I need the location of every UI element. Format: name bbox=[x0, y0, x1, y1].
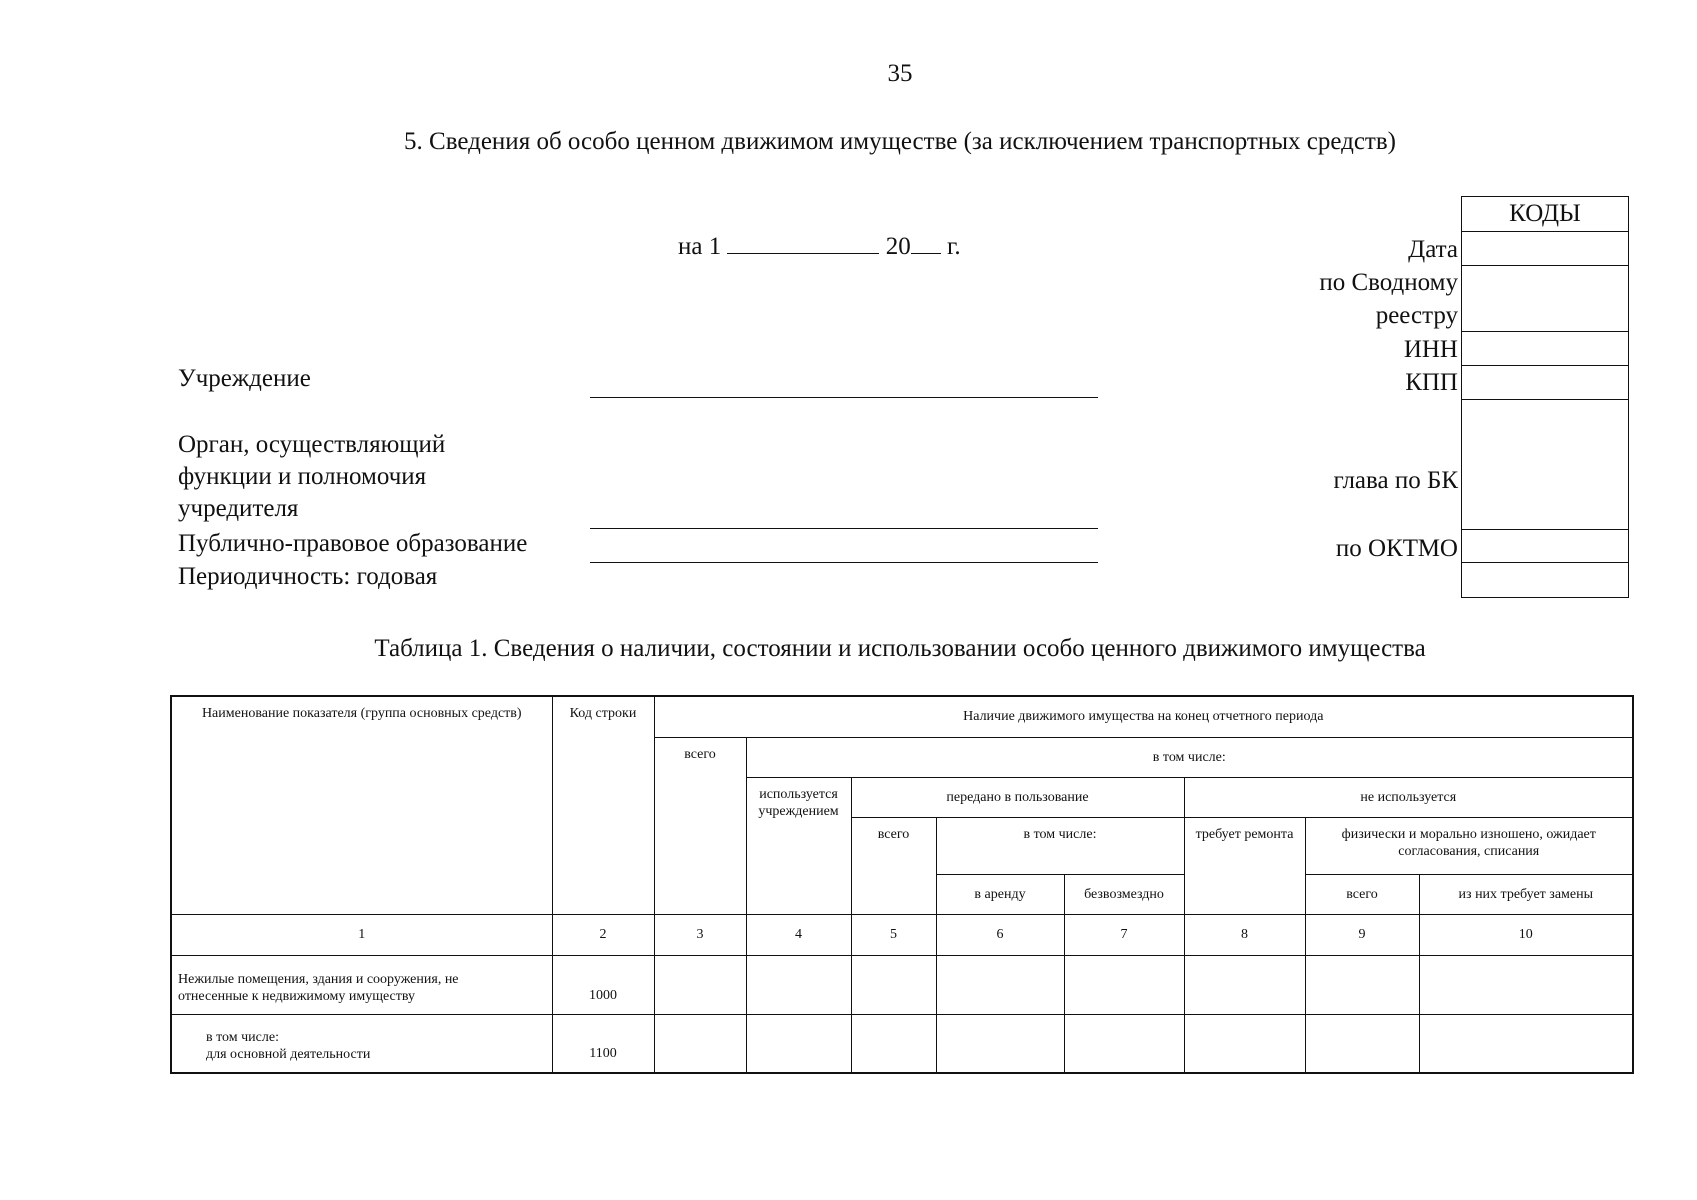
page-number: 35 bbox=[887, 60, 913, 87]
column-number: 9 bbox=[1305, 914, 1419, 955]
institution-field[interactable] bbox=[590, 397, 1098, 398]
value-cell[interactable] bbox=[1064, 955, 1184, 1014]
label-founder-1: Орган, осуществляющий bbox=[178, 431, 446, 458]
period-year-blank[interactable] bbox=[911, 231, 941, 254]
label-glava: глава по БК bbox=[1333, 467, 1458, 494]
property-table bbox=[170, 695, 1634, 1074]
value-cell[interactable] bbox=[654, 955, 746, 1014]
label-kpp: КПП bbox=[1405, 369, 1458, 396]
row-name-line-1: в том числе: bbox=[206, 1030, 279, 1046]
value-cell[interactable] bbox=[1419, 955, 1633, 1014]
codes-box bbox=[1461, 196, 1629, 598]
period-date-blank[interactable] bbox=[727, 231, 879, 254]
period-year-suffix: г. bbox=[946, 233, 961, 260]
value-cell[interactable] bbox=[746, 1014, 851, 1073]
row-code: 1100 bbox=[552, 1014, 654, 1073]
column-number: 10 bbox=[1419, 914, 1633, 955]
label-founder-3: учредителя bbox=[178, 495, 299, 522]
code-oktmo-cell[interactable] bbox=[1462, 530, 1628, 563]
value-cell[interactable] bbox=[1305, 955, 1419, 1014]
header-row-code: Код строки bbox=[552, 696, 654, 914]
codes-header: КОДЫ bbox=[1462, 197, 1628, 232]
label-inn: ИНН bbox=[1403, 336, 1458, 363]
code-extra-cell[interactable] bbox=[1462, 563, 1628, 597]
value-cell[interactable] bbox=[1305, 1014, 1419, 1073]
value-cell[interactable] bbox=[936, 1014, 1064, 1073]
value-cell[interactable] bbox=[1064, 1014, 1184, 1073]
value-cell[interactable] bbox=[851, 955, 936, 1014]
header-free: безвозмездно bbox=[1064, 874, 1184, 914]
header-including: в том числе: bbox=[746, 737, 1633, 777]
label-registry-2: реестру bbox=[1375, 302, 1458, 329]
report-period bbox=[678, 231, 961, 261]
table-title: Таблица 1. Сведения о наличии, состоянии и использовании особо ценного движимого имущества bbox=[374, 635, 1426, 662]
column-number: 1 bbox=[171, 914, 552, 955]
code-registry-cell[interactable] bbox=[1462, 266, 1628, 332]
column-number: 4 bbox=[746, 914, 851, 955]
code-date-cell[interactable] bbox=[1462, 232, 1628, 266]
label-institution: Учреждение bbox=[178, 365, 311, 392]
header-transferred-including: в том числе: bbox=[936, 817, 1184, 874]
table-row bbox=[171, 955, 1633, 1014]
label-registry-1: по Сводному bbox=[1319, 269, 1458, 296]
row-name-line-1: Нежилые помещения, здания и сооружения, не bbox=[178, 971, 459, 987]
value-cell[interactable] bbox=[1184, 955, 1305, 1014]
header-transferred-total: всего bbox=[851, 817, 936, 914]
row-code: 1000 bbox=[552, 955, 654, 1014]
value-cell[interactable] bbox=[654, 1014, 746, 1073]
header-availability: Наличие движимого имущества на конец отчетного периода bbox=[654, 696, 1633, 737]
header-transferred: передано в пользование bbox=[851, 777, 1184, 817]
header-indicator-name: Наименование показателя (группа основных средств) bbox=[171, 696, 552, 914]
header-used-by-institution: используется учреждением bbox=[746, 777, 851, 914]
value-cell[interactable] bbox=[746, 955, 851, 1014]
row-name-line-2: для основной деятельности bbox=[206, 1047, 371, 1063]
table-row bbox=[171, 1014, 1633, 1073]
header-needs-replacement: из них требует замены bbox=[1419, 874, 1633, 914]
label-founder-2: функции и полномочия bbox=[178, 463, 427, 490]
period-year-prefix: 20 bbox=[885, 233, 911, 260]
row-name bbox=[171, 1014, 552, 1073]
column-number: 3 bbox=[654, 914, 746, 955]
value-cell[interactable] bbox=[851, 1014, 936, 1073]
code-glava-cell[interactable] bbox=[1462, 400, 1628, 530]
period-prefix: на 1 bbox=[678, 233, 722, 260]
value-cell[interactable] bbox=[1419, 1014, 1633, 1073]
header-total: всего bbox=[654, 737, 746, 914]
row-name-line-2: отнесенные к недвижимому имуществу bbox=[178, 988, 416, 1004]
section-title: 5. Сведения об особо ценном движимом имуществе (за исключением транспортных средств) bbox=[404, 128, 1396, 155]
row-name bbox=[171, 955, 552, 1014]
value-cell[interactable] bbox=[936, 955, 1064, 1014]
column-number: 8 bbox=[1184, 914, 1305, 955]
value-cell[interactable] bbox=[1184, 1014, 1305, 1073]
label-oktmo: по ОКТМО bbox=[1335, 535, 1458, 562]
label-public-entity: Публично-правовое образование bbox=[178, 530, 528, 557]
code-kpp-cell[interactable] bbox=[1462, 366, 1628, 400]
founder-field[interactable] bbox=[590, 528, 1098, 529]
header-rent: в аренду bbox=[936, 874, 1064, 914]
label-date: Дата bbox=[1408, 236, 1458, 263]
code-inn-cell[interactable] bbox=[1462, 332, 1628, 366]
header-needs-repair: требует ремонта bbox=[1184, 817, 1305, 914]
header-worn-total: всего bbox=[1305, 874, 1419, 914]
label-periodicity: Периодичность: годовая bbox=[178, 563, 438, 590]
column-number: 6 bbox=[936, 914, 1064, 955]
column-number: 5 bbox=[851, 914, 936, 955]
public-entity-field[interactable] bbox=[590, 562, 1098, 563]
column-number: 2 bbox=[552, 914, 654, 955]
header-worn-out: физически и морально изношено, ожидает согласования, списания bbox=[1305, 817, 1633, 874]
column-number: 7 bbox=[1064, 914, 1184, 955]
header-not-used: не используется bbox=[1184, 777, 1633, 817]
